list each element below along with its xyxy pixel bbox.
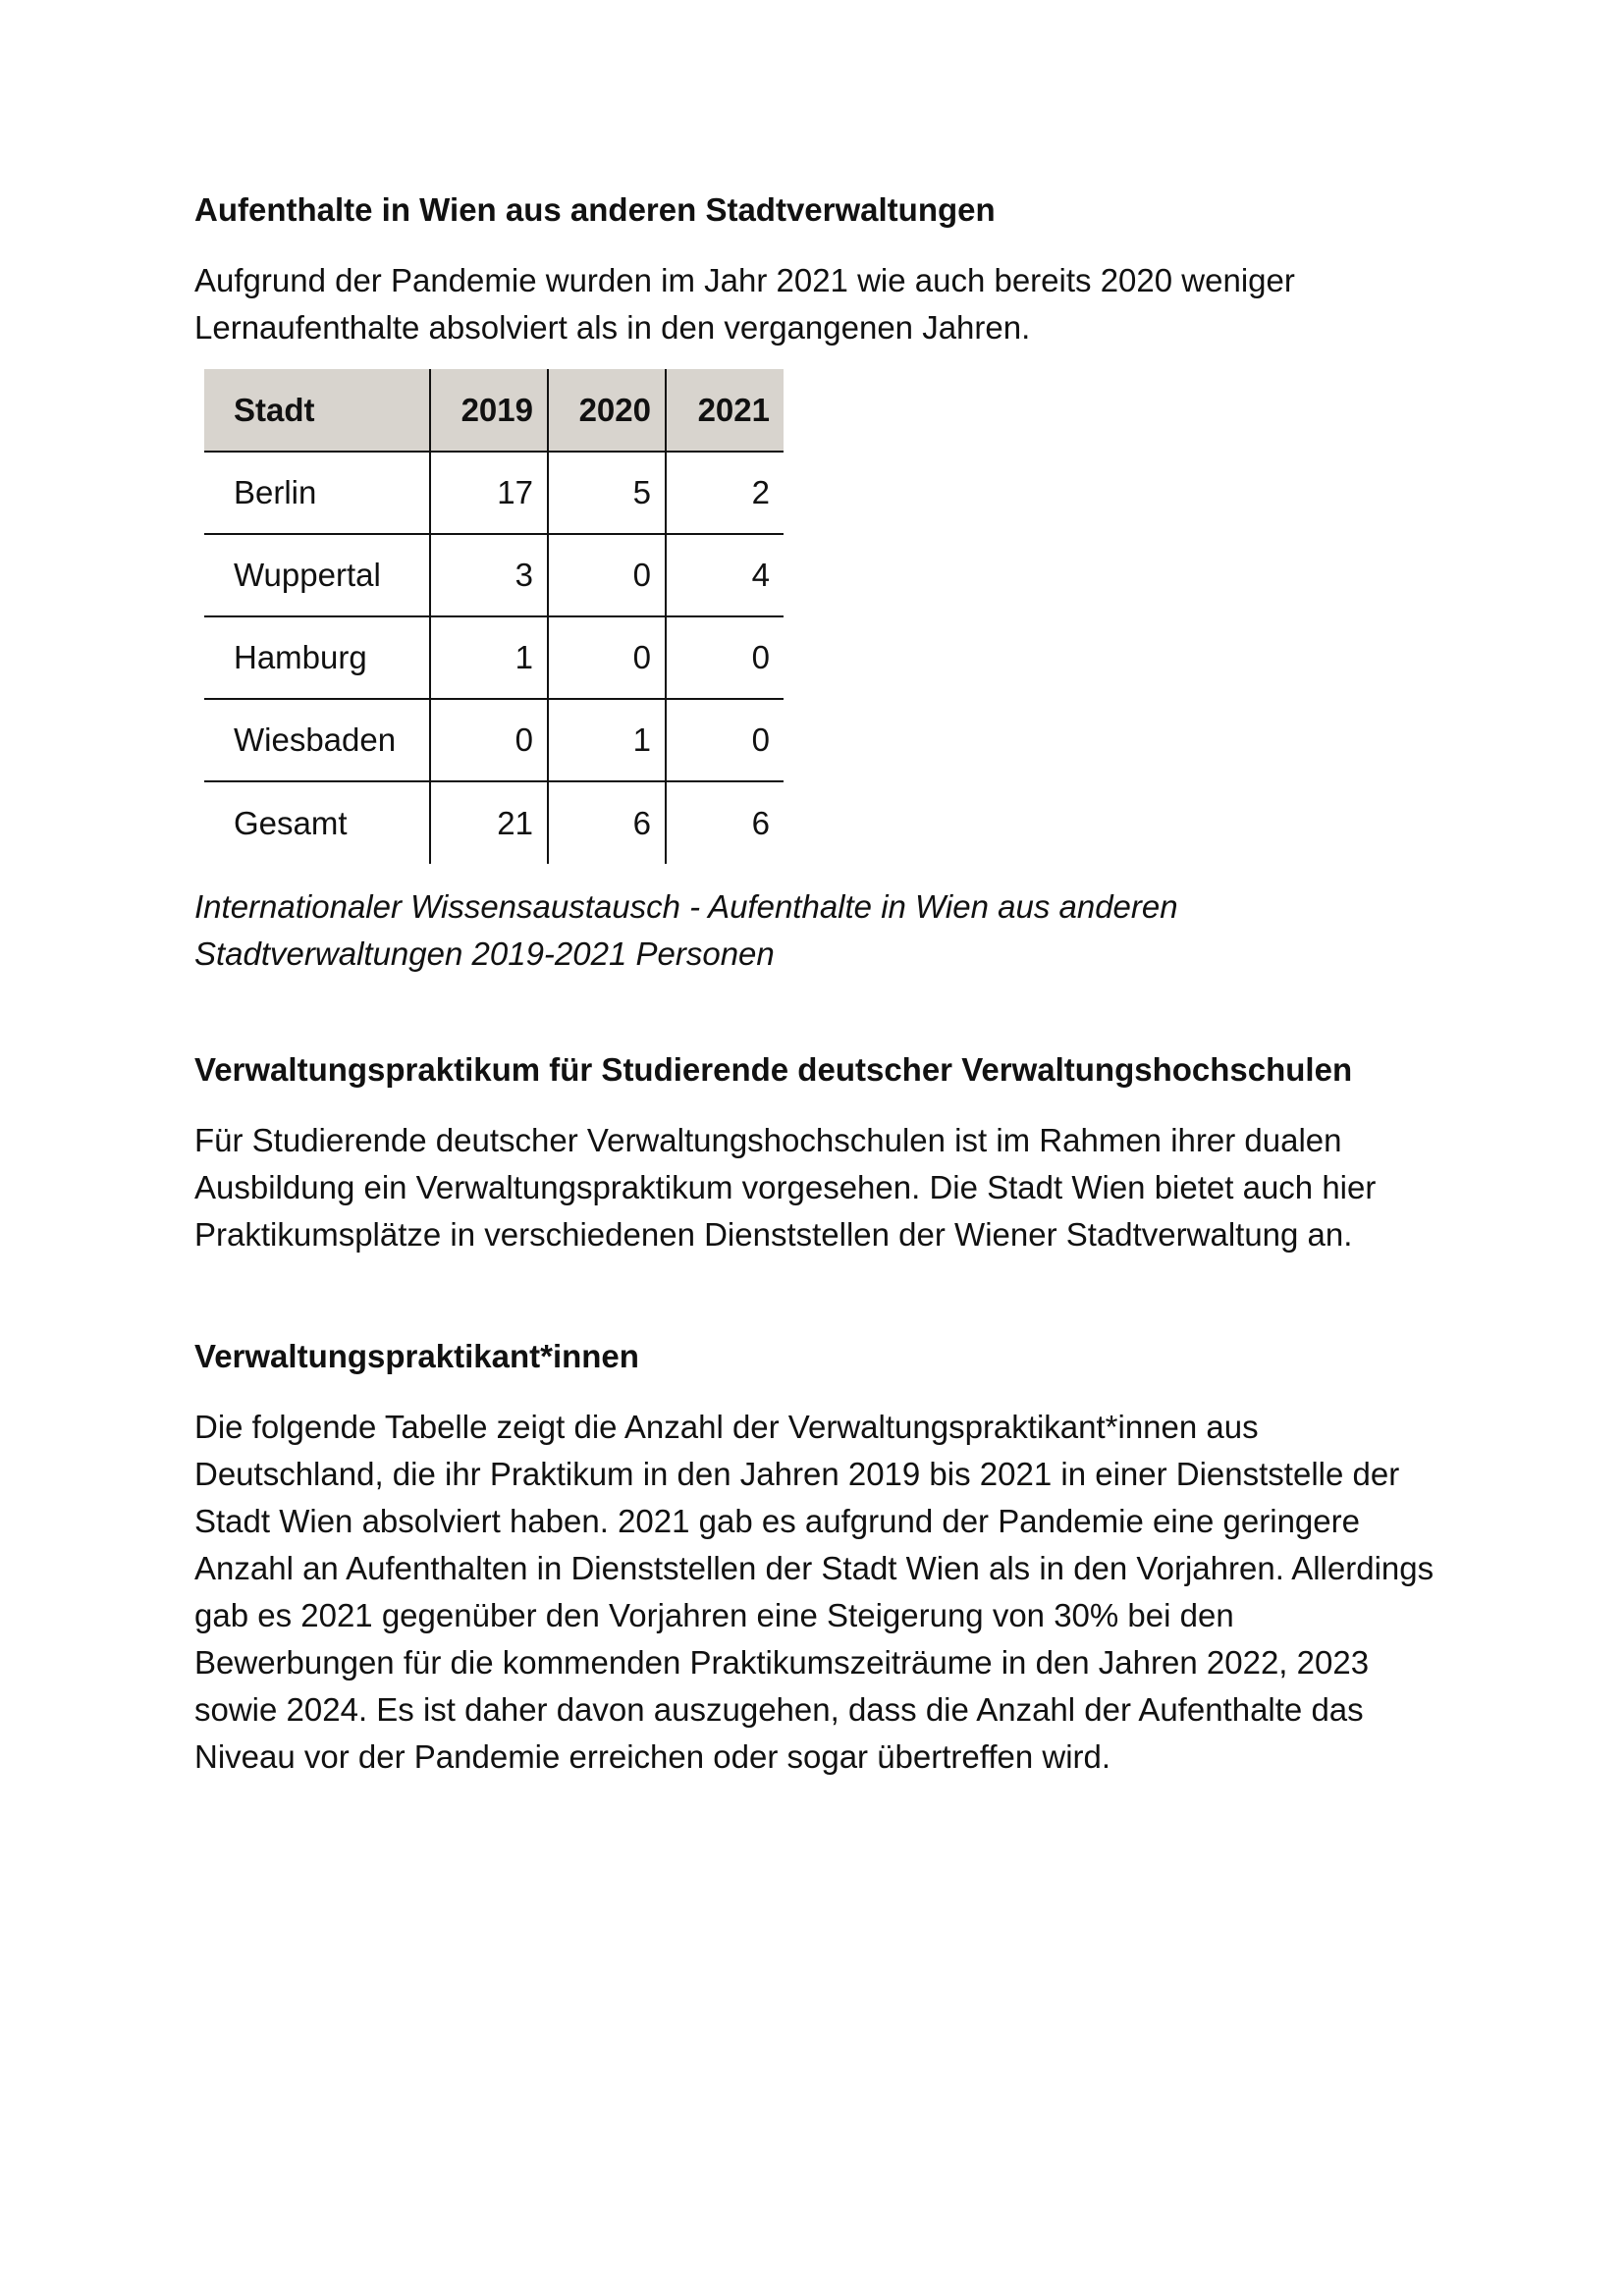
- column-header-2021: 2021: [666, 369, 784, 452]
- value-cell: 0: [666, 699, 784, 781]
- document-page: [194, 0, 1441, 1781]
- value-cell: 0: [548, 534, 666, 616]
- row-header-cell: Hamburg: [204, 616, 430, 699]
- value-cell: 0: [666, 616, 784, 699]
- value-cell: 2: [666, 452, 784, 534]
- value-cell: 0: [430, 699, 548, 781]
- paragraph-verwaltungspraktikum: Für Studierende deutscher Verwaltungshochschulen ist im Rahmen ihrer dualen Ausbildung ein Verwaltungspraktikum vorgesehen. Die Stadt Wien bietet auch hier Praktikumsplätze in verschiedenen Dienststellen der Wiener Stadtverwaltung an.: [194, 1122, 1377, 1253]
- table-row: [204, 699, 784, 781]
- value-cell: 5: [548, 452, 666, 534]
- value-cell: 6: [666, 781, 784, 864]
- table-row: [204, 534, 784, 616]
- value-cell: 1: [548, 699, 666, 781]
- data-table-aufenthalte: [204, 369, 784, 864]
- value-cell: 21: [430, 781, 548, 864]
- value-cell: 6: [548, 781, 666, 864]
- row-header-cell: Wuppertal: [204, 534, 430, 616]
- section-heading-verwaltungspraktikantinnen: Verwaltungspraktikant*innen: [194, 1338, 639, 1374]
- table-caption: Internationaler Wissensaustausch - Aufenthalte in Wien aus anderen Stadtverwaltungen 2019-2021 Personen: [194, 888, 1178, 972]
- value-cell: 17: [430, 452, 548, 534]
- section-heading-aufenthalte: Aufenthalte in Wien aus anderen Stadtverwaltungen: [194, 191, 996, 228]
- column-header-stadt: Stadt: [204, 369, 430, 452]
- table-row-total: [204, 781, 784, 864]
- table-header-row: [204, 369, 784, 452]
- table-row: [204, 452, 784, 534]
- paragraph-verwaltungspraktikantinnen: Die folgende Tabelle zeigt die Anzahl der Verwaltungspraktikant*innen aus Deutschland, die ihr Praktikum in den Jahren 2019 bis 2021 in einer Dienststelle der Stadt Wien absolviert haben. 2021 gab es aufgrund der Pandemie eine geringere Anzahl an Aufenthalten in Dienststellen der Stadt Wien als in den Vorjahren. Allerdings gab es 2021 gegenüber den Vorjahren eine Steigerung von 30% bei den Bewerbungen für die kommenden Praktikumszeiträume in den Jahren 2022, 2023 sowie 2024. Es ist daher davon auszugehen, dass die Anzahl der Aufenthalte das Niveau vor der Pandemie erreichen oder sogar übertreffen wird.: [194, 1409, 1435, 1775]
- row-header-cell: Berlin: [204, 452, 430, 534]
- column-header-2019: 2019: [430, 369, 548, 452]
- value-cell: 3: [430, 534, 548, 616]
- value-cell: 0: [548, 616, 666, 699]
- value-cell: 4: [666, 534, 784, 616]
- section-heading-verwaltungspraktikum: Verwaltungspraktikum für Studierende deutscher Verwaltungshochschulen: [194, 1051, 1353, 1088]
- value-cell: 1: [430, 616, 548, 699]
- row-header-cell: Gesamt: [234, 804, 348, 841]
- row-header-cell: Wiesbaden: [204, 699, 430, 781]
- paragraph-aufenthalte: Aufgrund der Pandemie wurden im Jahr 2021 wie auch bereits 2020 weniger Lernaufenthalte absolviert als in den vergangenen Jahren.: [194, 262, 1295, 346]
- table-row: [204, 616, 784, 699]
- column-header-2020: 2020: [548, 369, 666, 452]
